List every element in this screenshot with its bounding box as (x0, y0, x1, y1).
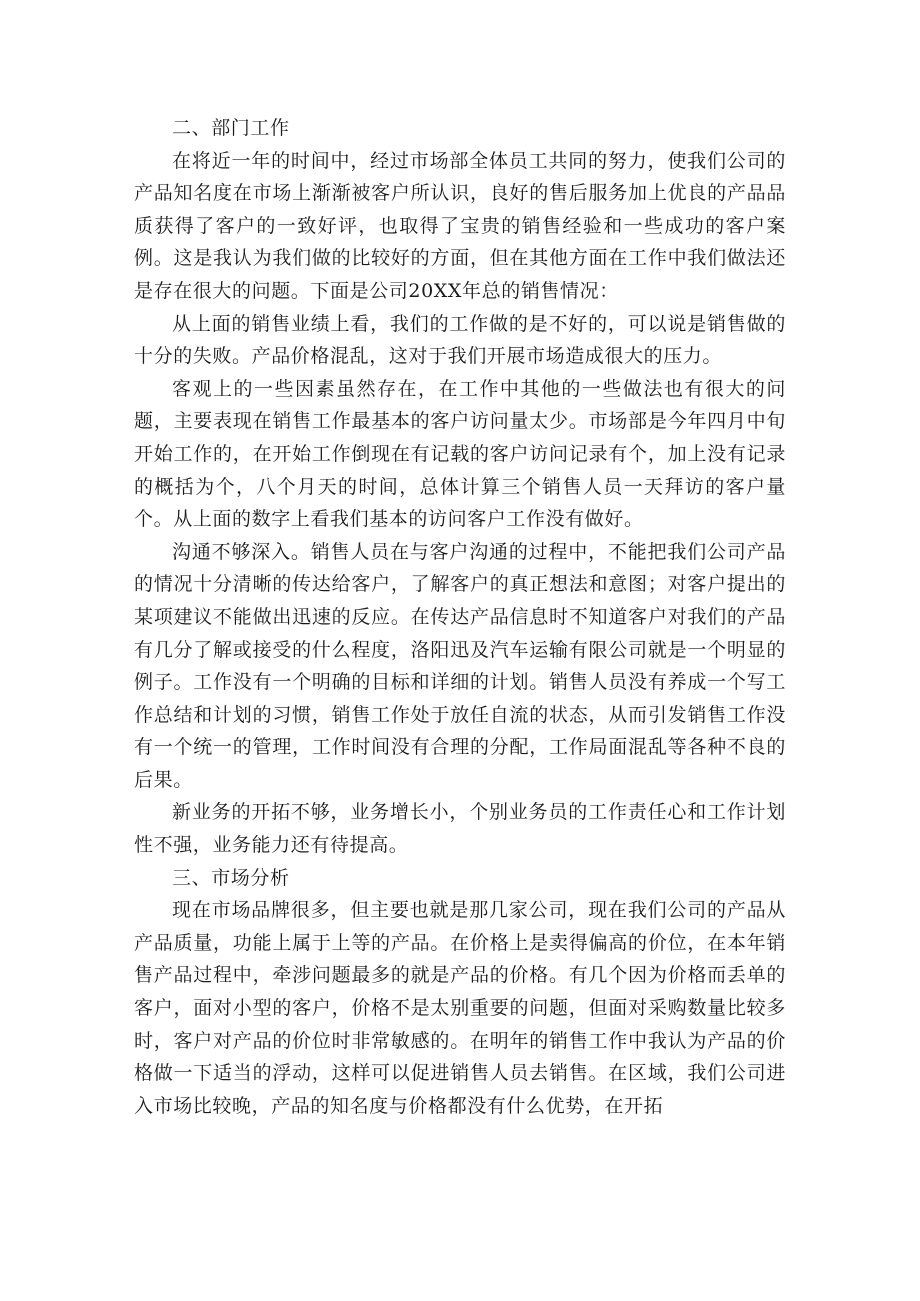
section-heading-department-work: 二、部门工作 (172, 117, 290, 139)
paragraph-sales-performance: 从上面的销售业绩上看，我们的工作做的是不好的，可以说是销售做的十分的失败。产品价格混乱，这对于我们开展市场造成很大的压力。 (134, 312, 786, 368)
paragraph-customer-visits: 客观上的一些因素虽然存在，在工作中其他的一些做法也有很大的问题，主要表现在销售工作最基本的客户访问量太少。市场部是今年四月中旬开始工作的，在开始工作倒现在有记载的客户访问记录有个，加上没有记录的概括为个，八个月天的时间，总体计算三个销售人员一天拜访的客户量个。从上面的数字上看我们基本的访问客户工作没有做好。 (134, 377, 786, 531)
document-body (134, 112, 786, 1122)
paragraph-communication: 沟通不够深入。销售人员在与客户沟通的过程中，不能把我们公司产品的情况十分清晰的传达给客户，了解客户的真正想法和意图；对客户提出的某项建议不能做出迅速的反应。在传达产品信息时不知道客户对我们的产品有几分了解或接受的什么程度，洛阳迅及汽车运输有限公司就是一个明显的例子。工作没有一个明确的目标和详细的计划。销售人员没有养成一个写工作总结和计划的习惯，销售工作处于放任自流的状态，从而引发销售工作没有一个统一的管理，工作时间没有合理的分配，工作局面混乱等各种不良的后果。 (134, 540, 786, 791)
paragraph-new-business: 新业务的开拓不够，业务增长小，个别业务员的工作责任心和工作计划性不强，业务能力还有待提高。 (134, 801, 786, 857)
paragraph-market-brands: 现在市场品牌很多，但主要也就是那几家公司，现在我们公司的产品从产品质量，功能上属于上等的产品。在价格上是卖得偏高的价位，在本年销售产品过程中，牵涉问题最多的就是产品的价格。有几个因为价格而丢单的客户，面对小型的客户，价格不是太别重要的问题，但面对采购数量比较多时，客户对产品的价位时非常敏感的。在明年的销售工作中我认为产品的价格做一下适当的浮动，这样可以促进销售人员去销售。在区域，我们公司进入市场比较晚，产品的知名度与价格都没有什么优势，在开拓 (134, 899, 786, 1117)
section-heading-market-analysis: 三、市场分析 (172, 866, 290, 889)
paragraph-overview: 在将近一年的时间中，经过市场部全体员工共同的努力，使我们公司的产品知名度在市场上渐渐被客户所认识，良好的售后服务加上优良的产品品质获得了客户的一致好评，也取得了宝贵的销售经验和一些成功的客户案例。这是我认为我们做的比较好的方面，但在其他方面在工作中我们做法还是存在很大的问题。下面是公司20XX年总的销售情况： (134, 149, 786, 302)
